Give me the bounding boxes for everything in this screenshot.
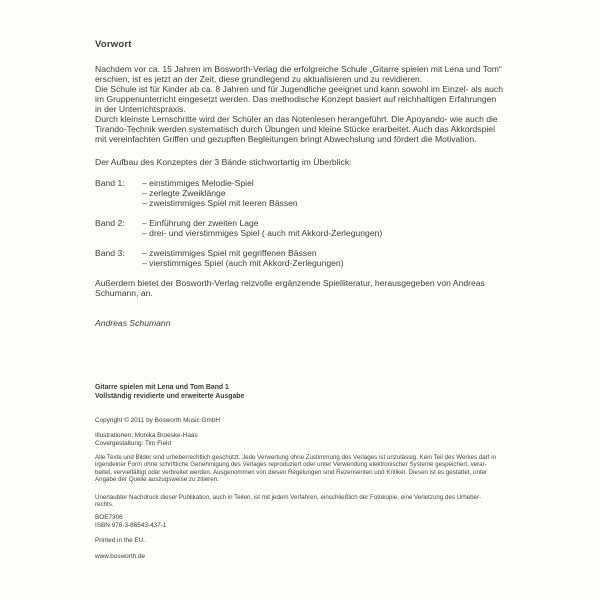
band-items xyxy=(142,248,382,268)
legal-line: rechts. xyxy=(95,501,114,509)
legal-line: beitet, vervielfältigt oder verbreitet werden. Ausgenommen von diesen Regelungen sind Rezensenten und Kritiker. Diesen ist es gestattet, unter xyxy=(95,468,488,476)
legal-line: Alle Texte und Bilder sind urheberrechtlich geschützt. Jede Verwertung ohne Zustimmung des Verlages ist unzulässig. Kein Teil des Werkes darf in xyxy=(95,454,497,461)
band-item: – vierstimmiges Spiel (auch mit Akkord-Zerlegungen) xyxy=(142,258,344,268)
intro-line: im Gruppenunterricht eingesetzt werden. Das methodische Konzept basiert auf reichhaltigen Erfahrungen xyxy=(95,94,497,104)
catalog-number: BOE7306 xyxy=(95,514,123,521)
copyright-notice: Copyright © 2011 by Bosworth Music GmbH xyxy=(95,417,220,424)
legal-line: Unerlaubter Nachdruck dieser Publikation, auch in Teilen, ist mit jedem Verfahren, einschließlich der Fotokopie, eine Verletzung des Urheber- xyxy=(95,494,482,501)
edition-info xyxy=(95,383,244,402)
band-label: Band 3: xyxy=(95,248,125,258)
isbn: ISBN 978-3-86543-437-1 xyxy=(95,522,167,530)
band-item: – zweistimmiges Spiel mit gegriffenen Bässen xyxy=(142,248,317,258)
intro-line: Nachdem vor ca. 15 Jahren im Bosworth-Verlag die erfolgreiche Schule „Gitarre spielen mit Lena und Tom“ xyxy=(95,64,502,74)
credits-block xyxy=(95,432,198,449)
band-3-group xyxy=(95,248,382,268)
band-item: – zerlegte Zweiklänge xyxy=(142,188,226,198)
illustrations-credit: Illustrationen: Monika Broeske-Haas xyxy=(95,432,198,439)
publisher-website: www.bosworth.de xyxy=(95,553,146,560)
band-1-group xyxy=(95,178,382,208)
catalog-block xyxy=(95,514,166,530)
band-label: Band 1: xyxy=(95,178,125,188)
band-items xyxy=(142,178,382,208)
band-item: – zweistimmiges Spiel mit leeren Bässen xyxy=(142,198,298,208)
band-item: – Einführung der zweiten Lage xyxy=(142,218,259,228)
band-overview-list xyxy=(95,178,382,278)
author-signature: Andreas Schumann xyxy=(95,318,171,328)
band-2-group xyxy=(95,218,382,238)
legal-line: irgendeiner Form ohne schriftliche Genehmigung des Verlages reproduziert oder unter Verwendung elektronischer Systeme gespeichert, verar- xyxy=(95,461,487,469)
overview-intro: Der Aufbau des Konzeptes der 3 Bände stichwortartig im Überblick: xyxy=(95,157,352,167)
edition-title: Gitarre spielen mit Lena und Tom Band 1 xyxy=(95,384,229,391)
intro-line: Die Schule ist für Kinder ab ca. 8 Jahren und für Jugendliche geeignet und kann sowohl im Einzel- als auch xyxy=(95,84,503,94)
band-item: – drei- und vierstimmiges Spiel ( auch mit Akkord-Zerlegungen) xyxy=(142,228,383,238)
closing-line: Außerdem bietet der Bosworth-Verlag reizvolle ergänzende Spielliteratur, herausgegeben von Andreas xyxy=(95,278,485,288)
intro-line: in der Unterrichtspraxis. xyxy=(95,104,186,114)
legal-line: Angabe der Quelle auszugsweise zu zitieren. xyxy=(95,476,219,484)
printed-notice: Printed in the EU. xyxy=(95,537,146,544)
intro-line: mit vereinfachten Griffen und gezupften Begleitungen bringt Abwechslung und fördert die Motivation. xyxy=(95,134,477,144)
closing-line: Schumann, an. xyxy=(95,288,153,298)
band-item: – einstimmiges Melodie-Spiel xyxy=(142,178,254,188)
band-label: Band 2: xyxy=(95,218,125,228)
legal-notice-paragraph-2 xyxy=(95,494,481,509)
intro-line: Tirando-Technik werden systematisch durch Übungen und kleine Stücke erarbeitet. Auch das Akkordspiel xyxy=(95,124,495,134)
intro-line: Durch kleinste Lernschritte wird der Schüler an das Notenlesen herangeführt. Die Apoyando- wie auch die xyxy=(95,114,498,124)
intro-paragraphs xyxy=(95,64,503,144)
intro-line: erschien, ist es jetzt an der Zeit, diese grundlegend zu aktualisieren und zu revidieren. xyxy=(95,74,423,84)
edition-subtitle: Vollständig revidierte und erweiterte Ausgabe xyxy=(95,393,245,401)
closing-paragraph xyxy=(95,278,485,298)
page-title: Vorwort xyxy=(95,39,132,50)
band-items xyxy=(142,218,382,238)
legal-notice-paragraph-1 xyxy=(95,454,496,484)
cover-design-credit: Covergestaltung: Tim Field xyxy=(95,440,172,448)
